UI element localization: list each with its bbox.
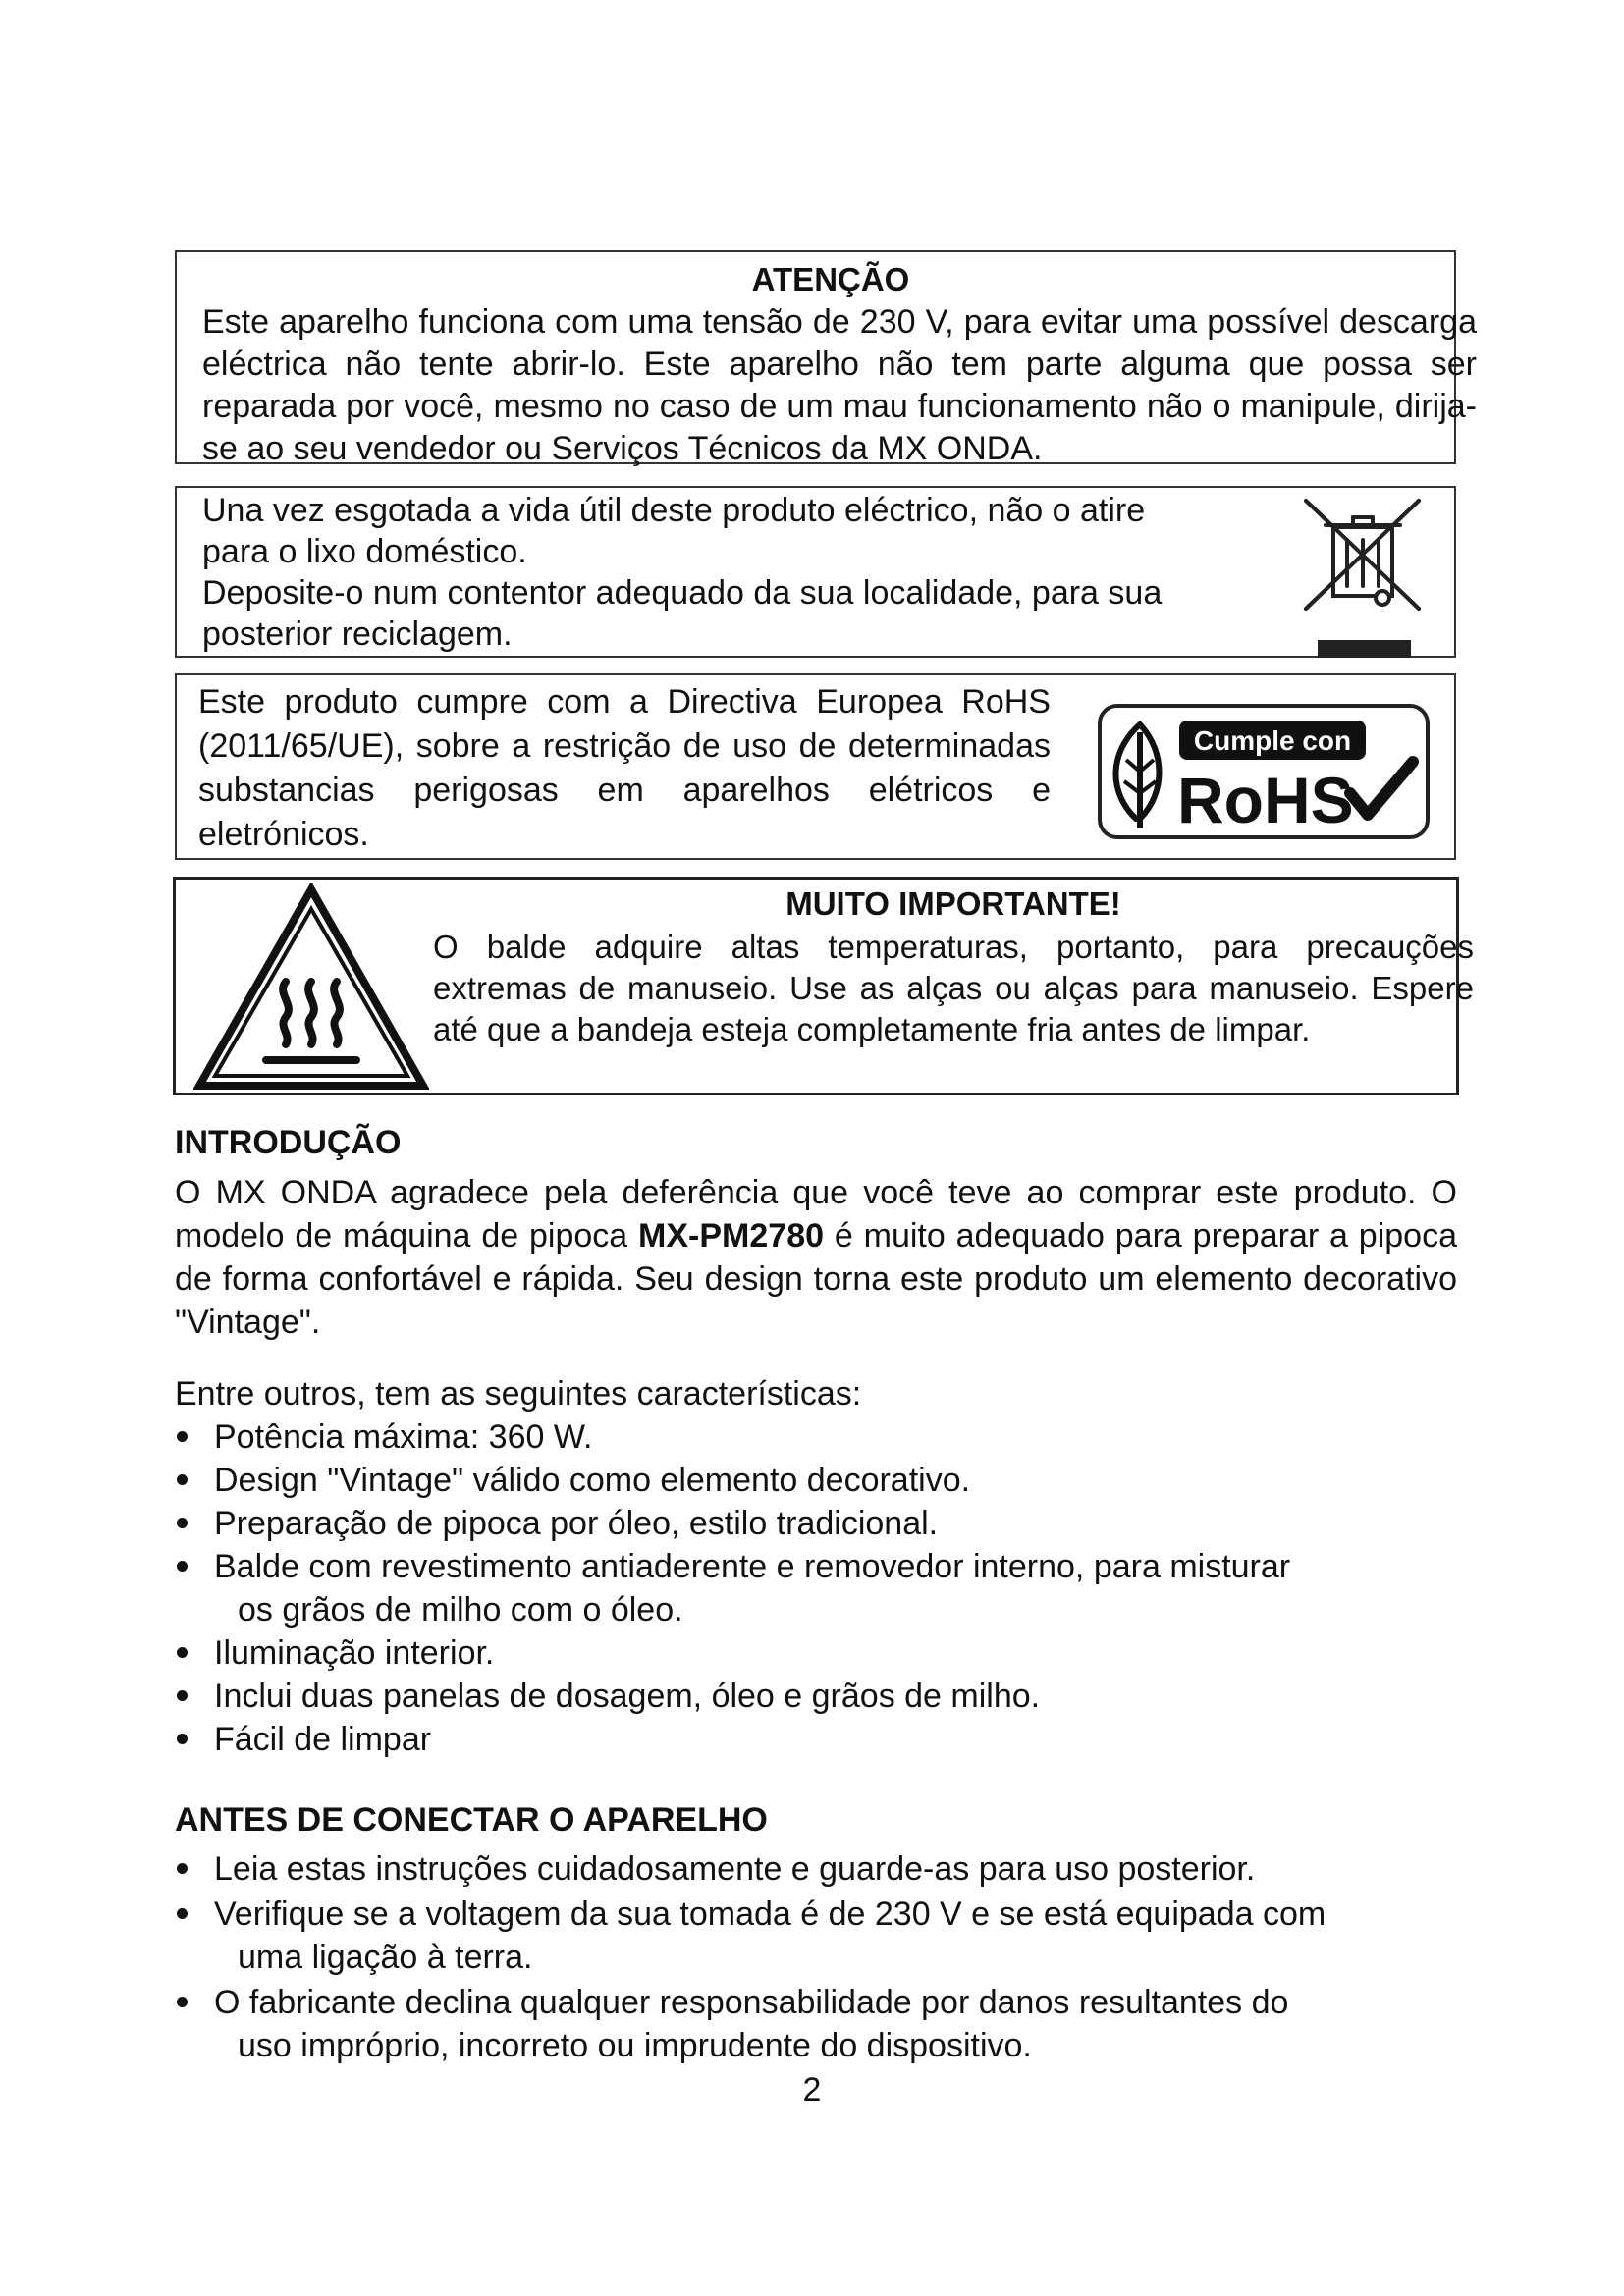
crossed-out-wheelie-bin-icon	[1296, 496, 1434, 658]
hot-surface-warning-icon	[193, 883, 429, 1092]
list-item: Fácil de limpar	[175, 1718, 1461, 1761]
bullet-icon	[177, 1908, 188, 1919]
list-item: Potência máxima: 360 W.	[175, 1415, 1461, 1459]
before-connecting-list	[175, 1847, 1461, 2069]
list-item: O fabricante declina qualquer responsabilidade por danos resultantes do uso impróprio, incorreto ou imprudente do dispositivo.	[175, 1981, 1461, 2067]
disposal-line-2: para o lixo doméstico.	[202, 533, 527, 570]
list-item: Inclui duas panelas de dosagem, óleo e grãos de milho.	[175, 1675, 1461, 1718]
disposal-box	[175, 486, 1456, 658]
features-intro: Entre outros, tem as seguintes características:	[175, 1375, 862, 1413]
bullet-icon	[177, 1863, 188, 1874]
attention-title: ATENÇÃO	[751, 261, 910, 297]
important-text: O balde adquire altas temperaturas, portanto, para precauções extremas de manuseio. Use as alças ou alças para manuseio. Espere até que a bandeja esteja completamente fria antes de limpar.	[433, 929, 1474, 1047]
list-item: Verifique se a voltagem da sua tomada é de 230 V e se está equipada com uma ligação à terra.	[175, 1893, 1461, 1979]
important-title: MUITO IMPORTANTE!	[785, 885, 1121, 922]
disposal-line-3: Deposite-o num contentor adequado da sua localidade, para sua	[202, 574, 1163, 612]
bullet-icon	[177, 1474, 188, 1485]
bullet-icon	[177, 1518, 188, 1528]
disposal-line-1: Una vez esgotada a vida útil deste produto eléctrico, não o atire	[202, 492, 1146, 529]
list-item: Design "Vintage" válido como elemento decorativo.	[175, 1459, 1461, 1502]
list-item: Iluminação interior.	[175, 1631, 1461, 1675]
disposal-line-4: posterior reciclagem.	[202, 615, 513, 653]
rohs-badge-main: RoHS	[1177, 764, 1354, 836]
features-list	[175, 1415, 1461, 1761]
attention-text: Este aparelho funciona com uma tensão de 230 V, para evitar uma possível descarga eléctrica não tente abrir-lo. Este aparelho não tem parte alguma que possa ser reparada por você, mesmo no caso de um mau funcionamento não o manipule, dirija-se ao seu vendedor ou Serviços Técnicos da MX ONDA.	[202, 303, 1477, 467]
list-item: Balde com revestimento antiaderente e removedor interno, para misturar os grãos de milho com o óleo.	[175, 1545, 1461, 1631]
page-number: 2	[802, 2071, 822, 2109]
rohs-badge-top: Cumple con	[1193, 725, 1352, 756]
intro-heading: INTRODUÇÃO	[175, 1124, 402, 1161]
rohs-badge	[1097, 703, 1431, 840]
model-number: MX-PM2780	[638, 1217, 825, 1255]
attention-box	[175, 250, 1477, 467]
bullet-icon	[177, 1997, 188, 2007]
list-item: Preparação de pipoca por óleo, estilo tradicional.	[175, 1502, 1461, 1545]
rohs-text: Este produto cumpre com a Directiva Europea RoHS (2011/65/UE), sobre a restrição de uso de determinadas substancias perigosas em aparelhos elétricos e eletrónicos.	[198, 683, 1051, 853]
intro-text-part2: é muito adequado para preparar a pipoca de forma confortável e rápida. Seu design torna este produto um elemento decorativo "Vintage".	[175, 1217, 1457, 1341]
bullet-icon	[177, 1561, 188, 1572]
bullet-icon	[177, 1431, 188, 1442]
bullet-icon	[177, 1647, 188, 1658]
before-connecting-heading: ANTES DE CONECTAR O APARELHO	[175, 1801, 768, 1839]
bullet-icon	[177, 1690, 188, 1701]
intro-text-part1: O MX ONDA agradece pela deferência que você teve ao comprar este produto. O modelo de máquina de pipoca	[175, 1174, 1457, 1255]
bullet-icon	[177, 1734, 188, 1744]
list-item: Leia estas instruções cuidadosamente e guarde-as para uso posterior.	[175, 1847, 1461, 1891]
intro-paragraph	[175, 1171, 1457, 1344]
